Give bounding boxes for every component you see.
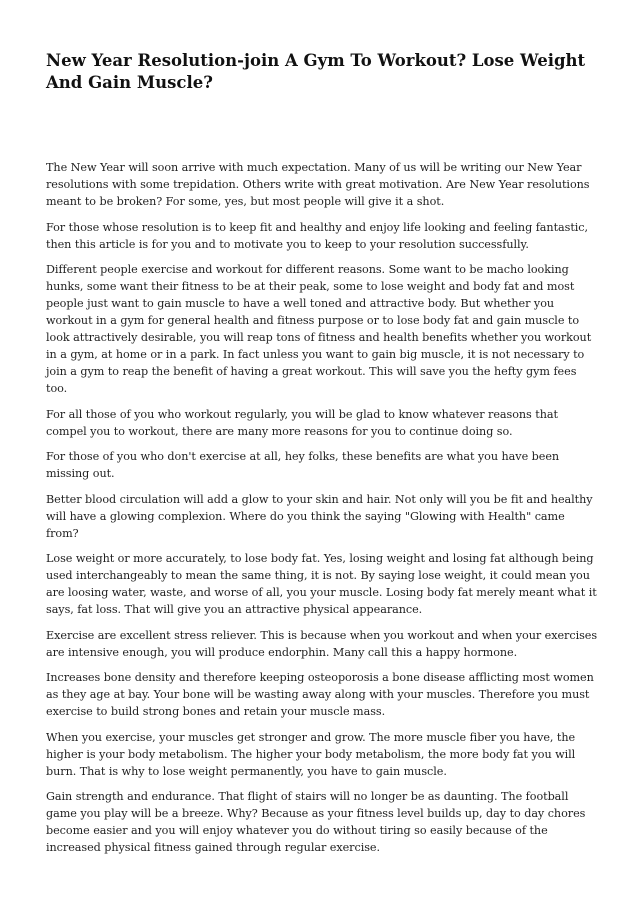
paragraph: Gain strength and endurance. That flight of stairs will no longer be as daunting. The football game you play will be a breeze. Why? Because as your fitness level builds up, day to day chores become easier and you will enjoy whatever you do without tiring so easily because of the increased physical fitness gained through regular exercise. xyxy=(46,790,586,854)
paragraph: Better blood circulation will add a glow to your skin and hair. Not only will you be fit and healthy will have a glowing complexion. Where do you think the saying "Glowing with Health" came from? xyxy=(46,492,593,540)
paragraph: For all those of you who workout regularly, you will be glad to know whatever reasons that compel you to workout, there are many more reasons for you to continue doing so. xyxy=(46,407,558,438)
paragraph: The New Year will soon arrive with much expectation. Many of us will be writing our New Year resolutions with some trepidation. Others write with great motivation. Are New Year resolutions meant to be broken? For some, yes, but most people will give it a shot. xyxy=(46,161,590,208)
paragraph: For those of you who don't exercise at all, hey folks, these benefits are what you have been missing out. xyxy=(46,450,560,480)
document-body xyxy=(46,159,598,856)
paragraph: Exercise are excellent stress reliever. This is because when you workout and when your exercises are intensive enough, you will produce endorphin. Many call this a happy hormone. xyxy=(46,628,598,659)
document-title: New Year Resolution-join A Gym To Workout? Lose Weight And Gain Muscle? xyxy=(46,51,586,92)
paragraph: Different people exercise and workout for different reasons. Some want to be macho looking hunks, some want their fitness to be at their peak, some to lose weight and body fat and most people just want to gain muscle to have a well toned and attractive body. But whether you workout in a gym for general health and fitness purpose or to lose body fat and gain muscle to look attractively desirable, you will reap tons of fitness and health benefits whether you workout in a gym, at home or in a park. In fact unless you want to gain big muscle, it is not necessary to join a gym to reap the benefit of having a great workout. This will save you the hefty gym fees too. xyxy=(46,263,592,395)
paragraph: Lose weight or more accurately, to lose body fat. Yes, losing weight and losing fat although being used interchangeably to mean the same thing, it is not. By saying lose weight, it could mean you are loosing water, waste, and worse of all, you your muscle. Losing body fat merely meant what it says, fat loss. That will give you an attractive physical appearance. xyxy=(46,552,597,616)
paragraph: When you exercise, your muscles get stronger and grow. The more muscle fiber you have, the higher is your body metabolism. The higher your body metabolism, the more body fat you will burn. That is why to lose weight permanently, you have to gain muscle. xyxy=(46,730,576,778)
document-page xyxy=(46,50,598,865)
paragraph: For those whose resolution is to keep fit and healthy and enjoy life looking and feeling fantastic, then this article is for you and to motivate you to keep to your resolution successfully. xyxy=(46,220,589,251)
paragraph: Increases bone density and therefore keeping osteoporosis a bone disease afflicting most women as they age at bay. Your bone will be wasting away along with your muscles. Therefore you must exercise to build strong bones and retain your muscle mass. xyxy=(46,671,594,718)
